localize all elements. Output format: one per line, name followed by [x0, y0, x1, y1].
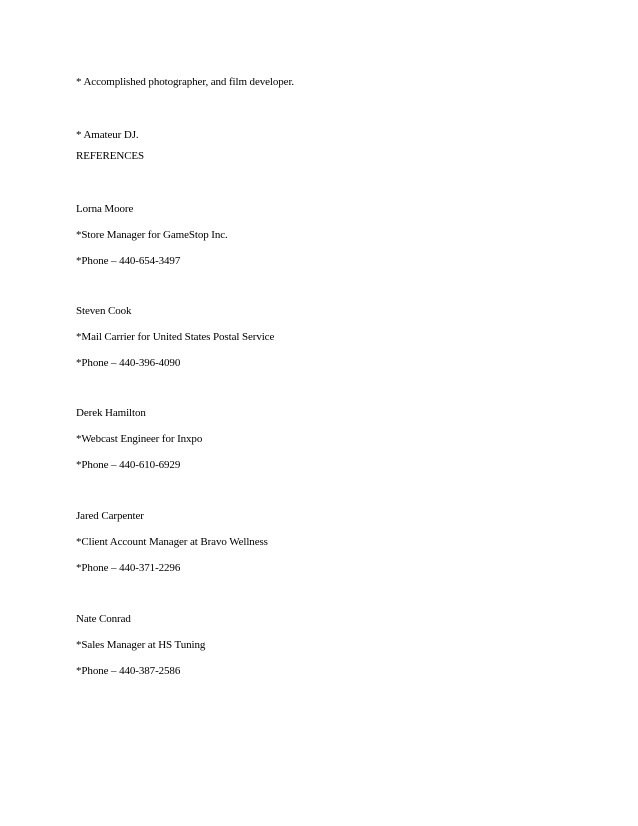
reference-name: Nate Conrad	[76, 613, 131, 625]
reference-phone: *Phone – 440-654-3497	[76, 255, 181, 267]
reference-role: *Webcast Engineer for Inxpo	[76, 433, 203, 445]
reference-name: Lorna Moore	[76, 203, 134, 215]
reference-role: *Client Account Manager at Bravo Wellness	[76, 536, 268, 548]
interest-item: * Amateur DJ.	[76, 129, 139, 141]
reference-phone: *Phone – 440-610-6929	[76, 459, 181, 471]
interest-item: * Accomplished photographer, and film developer.	[76, 76, 295, 88]
reference-role: *Store Manager for GameStop Inc.	[76, 229, 228, 241]
reference-phone: *Phone – 440-396-4090	[76, 357, 181, 369]
reference-phone: *Phone – 440-387-2586	[76, 665, 181, 677]
reference-role: *Sales Manager at HS Tuning	[76, 639, 206, 651]
references-heading: REFERENCES	[76, 150, 145, 162]
reference-name: Derek Hamilton	[76, 407, 146, 419]
reference-role: *Mail Carrier for United States Postal Service	[76, 331, 275, 343]
reference-name: Jared Carpenter	[76, 510, 144, 522]
reference-phone: *Phone – 440-371-2296	[76, 562, 181, 574]
reference-name: Steven Cook	[76, 305, 132, 317]
